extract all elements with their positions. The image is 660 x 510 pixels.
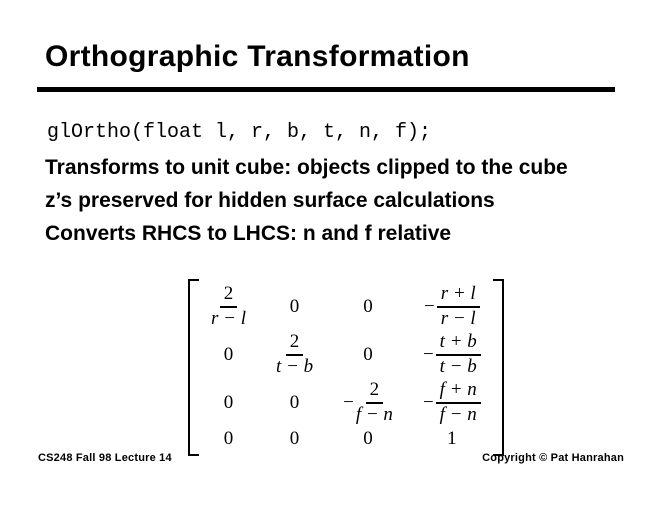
page-title: Orthographic Transformation: [45, 40, 470, 73]
matrix-entry: 0: [223, 391, 234, 413]
matrix-cell-r2c0: [224, 392, 234, 414]
matrix-cell-r1c3: [423, 332, 481, 377]
orthographic-matrix: [188, 279, 504, 456]
fraction-denominator: t − b: [276, 355, 314, 377]
fraction-numerator: f + n: [436, 380, 481, 404]
matrix-entry: 0: [289, 428, 300, 450]
matrix-entry: 0: [363, 295, 373, 317]
footer-copyright: Copyright © Pat Hanrahan: [482, 452, 624, 464]
matrix-cell-r2c3: [423, 380, 481, 425]
matrix-cell-r3c1: [290, 428, 300, 450]
footer-course-label: CS248 Fall 98 Lecture 14: [38, 452, 172, 464]
matrix-cell-r0c1: [290, 296, 300, 318]
matrix-cell-r1c1: [276, 332, 313, 377]
matrix-entry: 1: [447, 428, 457, 450]
title-underline-rule: [37, 87, 615, 92]
minus-sign: −: [423, 295, 435, 317]
body-text-block: [45, 151, 568, 250]
matrix-right-bracket: [493, 279, 504, 456]
matrix-entry: 0: [223, 428, 234, 450]
matrix-cell-r3c3: [447, 428, 457, 450]
minus-sign: −: [343, 391, 354, 413]
fraction-numerator: 2: [366, 380, 384, 404]
matrix-entry: 0: [289, 391, 300, 413]
matrix-cell-r2c1: [290, 392, 300, 414]
matrix-left-bracket: [188, 279, 199, 456]
matrix-grid: [199, 279, 493, 456]
matrix-cell-r1c0: [224, 344, 234, 366]
glortho-code-line: glOrtho(float l, r, b, t, n, f);: [47, 121, 432, 144]
fraction-numerator: r + l: [437, 284, 480, 308]
matrix-cell-r2c2: [343, 380, 393, 425]
body-line-converts: Converts RHCS to LHCS: n and f relative: [45, 222, 452, 245]
fraction-numerator: 2: [286, 332, 304, 356]
body-line-transforms: Transforms to unit cube: objects clipped to the cube: [45, 156, 568, 179]
fraction-denominator: r − l: [211, 307, 246, 329]
minus-sign: −: [422, 343, 434, 365]
fraction-denominator: r − l: [440, 307, 476, 329]
matrix-cell-r0c3: [424, 284, 480, 329]
matrix-cell-r3c0: [224, 428, 234, 450]
minus-sign: −: [422, 391, 434, 413]
fraction-denominator: t − b: [439, 355, 477, 377]
matrix-cell-r0c2: [363, 296, 373, 318]
fraction-denominator: f − n: [439, 403, 477, 425]
matrix-cell-r0c0: [211, 284, 246, 329]
matrix-entry: 0: [363, 428, 373, 450]
body-line-z-preserved: z’s preserved for hidden surface calculations: [45, 189, 495, 212]
matrix-cell-r1c2: [363, 344, 373, 366]
matrix-entry: 0: [223, 343, 234, 365]
fraction-numerator: 2: [220, 284, 238, 308]
matrix-entry: 0: [289, 295, 300, 317]
matrix-entry: 0: [363, 343, 373, 365]
matrix-cell-r3c2: [363, 428, 373, 450]
fraction-numerator: t + b: [436, 332, 481, 356]
fraction-denominator: f − n: [355, 403, 393, 425]
